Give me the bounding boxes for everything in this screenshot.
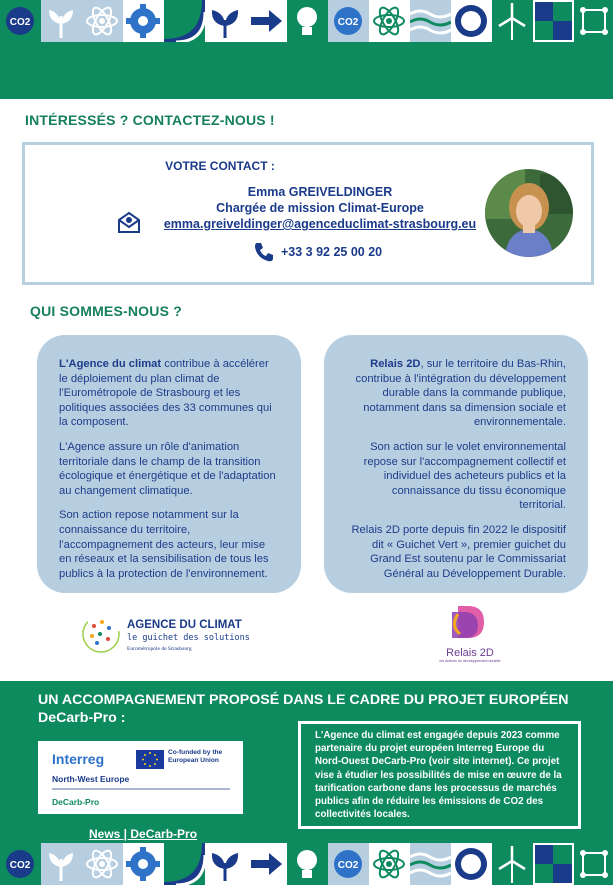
- agence-paragraph-2: L'Agence assure un rôle d'animation territoriale dans le champ de la transition écologique et énergétique et de l'adaptation au changement climatique.: [59, 440, 276, 497]
- svg-text:CO2: CO2: [9, 17, 31, 28]
- contact-phone: +33 3 92 25 00 20: [281, 245, 383, 259]
- relais-description-card: [324, 335, 588, 593]
- contact-email-link[interactable]: emma.greiveldinger@agenceduclimat-strasbourg.eu: [163, 217, 477, 231]
- sprout-icon: [205, 843, 246, 885]
- header-band: [0, 42, 613, 99]
- checker-icon: [533, 0, 574, 42]
- waves-icon: [410, 0, 451, 42]
- svg-text:AGENCE DU CLIMAT: AGENCE DU CLIMAT: [127, 619, 242, 631]
- eu-section-title: UN ACCOMPAGNEMENT PROPOSÉ DANS LE CADRE DU PROJET EUROPÉEN DeCarb-Pro :: [38, 692, 569, 726]
- arrow-right-icon: [246, 0, 287, 42]
- wind-turbine-icon: [492, 0, 533, 42]
- eu-description-text: L'Agence du climat est engagée depuis 2023 comme partenaire du projet européen Interreg Europe du Nord-Ouest DeCarb-Pro (voir site internet). Ce projet vise à étudier les possibilités de mise en œuvre de la tarification carbone dans les processus de marchés publics afin de réduire les émissions de CO2 des collectivités locales.: [315, 730, 562, 821]
- circle-icon: [451, 0, 492, 42]
- network-icon: [574, 0, 613, 42]
- atom-icon: [369, 843, 410, 885]
- co2-icon: [328, 843, 369, 885]
- agence-du-climat-logo: [80, 612, 280, 656]
- sprout-icon: [205, 0, 246, 42]
- svg-text:DeCarb-Pro: DeCarb-Pro: [52, 797, 100, 807]
- circle-icon: [451, 843, 492, 885]
- atom-icon: [82, 843, 123, 885]
- wind-turbine-icon: [492, 843, 533, 885]
- contact-name: Emma GREIVELDINGER: [247, 185, 393, 199]
- svg-text:CO2: CO2: [337, 17, 359, 28]
- mail-icon: [117, 210, 141, 239]
- phone-icon: [253, 241, 275, 268]
- relais-paragraph-3: Relais 2D porte depuis fin 2022 le dispositif dit « Guichet Vert », premier guichet du Grand Est soutenu par le Commissariat Général au Développement Durable.: [351, 523, 566, 580]
- eu-project-section: [0, 681, 613, 843]
- atom-icon: [82, 0, 123, 42]
- svg-text:CO2: CO2: [9, 860, 31, 871]
- network-icon: [574, 843, 613, 885]
- plant-icon: [41, 0, 82, 42]
- gear-icon: [123, 0, 164, 42]
- contact-role: Chargée de mission Climat-Europe: [216, 201, 424, 215]
- decorative-banner-bottom: [0, 843, 613, 885]
- co2-icon: [0, 0, 41, 42]
- checker-icon: [533, 843, 574, 885]
- svg-text:Eurométropole de Strasbourg: Eurométropole de Strasbourg: [127, 646, 192, 652]
- agence-description-card: [37, 335, 301, 593]
- relais-2d-logo: [430, 604, 510, 664]
- lightbulb-icon: [287, 843, 328, 885]
- atom-icon: [369, 0, 410, 42]
- arrow-right-icon: [246, 843, 287, 885]
- plant-icon: [41, 843, 82, 885]
- gear-icon: [123, 843, 164, 885]
- svg-text:CO2: CO2: [337, 860, 359, 871]
- co2-icon: [328, 0, 369, 42]
- svg-text:les acteurs du développement d: les acteurs du développement durable: [439, 659, 501, 663]
- relais-paragraph-2: Son action sur le volet environnemental repose sur l'accompagnement collectif et individuel des acheteurs publics et la connaissance du tissu économique territorial.: [363, 440, 566, 512]
- contact-label: VOTRE CONTACT :: [165, 159, 275, 173]
- agence-intro: contribue à accélérer le déploiement du plan climat de l'Eurométropole de Strasbourg et les politiques associées des 33 communes qui la composent.: [59, 358, 272, 429]
- contact-card: [22, 142, 594, 285]
- svg-text:Interreg: Interreg: [52, 751, 105, 767]
- lightbulb-icon: [287, 0, 328, 42]
- news-decarb-pro-link[interactable]: News | DeCarb-Pro: [89, 827, 198, 841]
- contact-photo: [485, 169, 573, 257]
- waves-icon: [410, 843, 451, 885]
- contact-heading: INTÉRESSÉS ? CONTACTEZ-NOUS !: [25, 112, 275, 128]
- agence-paragraph-3: Son action repose notamment sur la connaissance du territoire, l'accompagnement des acteurs, leur mise en réseaux et la sensibilisation de tous les publics à la protection de l'environnement.: [59, 509, 269, 580]
- co2-icon: [0, 843, 41, 885]
- wave-icon: [164, 0, 205, 42]
- wave-icon: [164, 843, 205, 885]
- svg-text:Relais 2D: Relais 2D: [446, 647, 494, 659]
- interreg-logo: Interreg Co-funded by the European Union North-West Europe DeCarb-Pro: [38, 741, 243, 814]
- svg-text:le guichet des solutions: le guichet des solutions: [127, 633, 250, 643]
- relais-intro: , sur le territoire du Bas-Rhin, contribue à l'intégration du développement durable dans la commande publique, notamment dans sa dimension sociale et environnementale.: [355, 358, 566, 429]
- relais-name: Relais 2D: [370, 358, 421, 370]
- svg-text:North-West Europe: North-West Europe: [52, 774, 130, 784]
- eu-description-box: [298, 721, 581, 829]
- decorative-banner-top: [0, 0, 613, 42]
- agence-name: L'Agence du climat: [59, 358, 162, 370]
- about-heading: QUI SOMMES-NOUS ?: [30, 303, 182, 319]
